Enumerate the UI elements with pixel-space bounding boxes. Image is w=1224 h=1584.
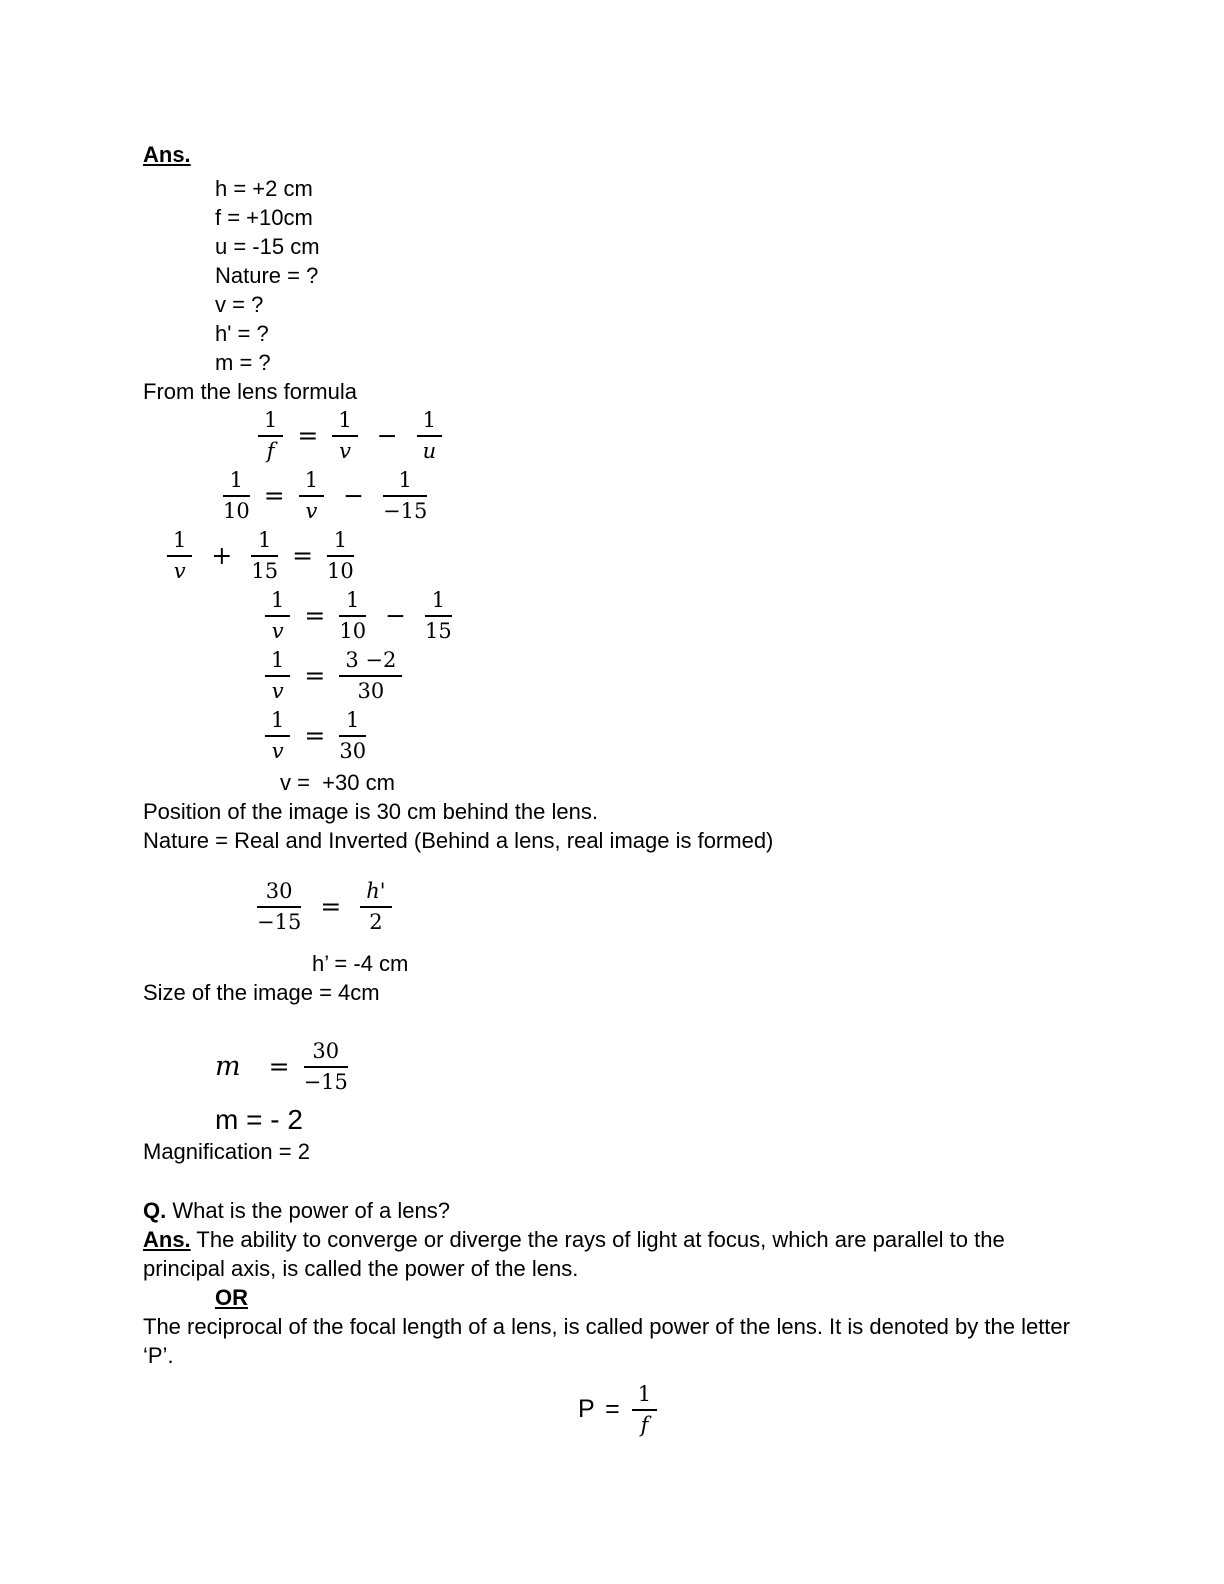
fraction-1-over-30: $\frac{1}{30}$: [339, 707, 367, 763]
fraction-30-over-minus-15: $\frac{30}{-15}$: [257, 878, 302, 934]
fraction-1-over-v: $\frac{1}{v}$: [265, 709, 290, 763]
fraction-1-over-10: $\frac{1}{10}$: [327, 527, 354, 583]
equals-sign: =: [268, 1052, 290, 1082]
fraction-1-over-f: $\frac{1}{f}$: [632, 1383, 657, 1437]
fraction-30-over-minus-15: $\frac{30}{-15}$: [303, 1038, 348, 1094]
fraction-1-over-10: $\frac{1}{10}$: [223, 467, 250, 523]
answer-text-1: The ability to converge or diverge the rays of light at focus, which are parallel to the: [190, 1227, 1005, 1252]
equation-magnification-height: [257, 877, 1074, 937]
fraction-1-over-v: $\frac{1}{v}$: [299, 469, 324, 523]
equals-sign: =: [320, 892, 342, 922]
answer-line-2: principal axis, is called the power of the lens.: [143, 1256, 579, 1281]
given-object-distance: u = -15 cm: [215, 234, 320, 259]
image-nature-line: Nature = Real and Inverted (Behind a lens, real image is formed): [143, 828, 774, 853]
given-object-height: h = +2 cm: [215, 176, 313, 201]
answer-label: Ans.: [143, 1227, 191, 1252]
fraction-1-over-15: $\frac{1}{15}$: [425, 587, 452, 643]
or-label: OR: [215, 1285, 248, 1310]
equation-step-result-fraction: [265, 706, 1074, 766]
lens-formula-intro: From the lens formula: [143, 379, 357, 404]
equation-step-common-denominator: [265, 646, 1074, 706]
question-label: Q.: [143, 1198, 167, 1223]
equation-rearranged: [167, 526, 1074, 586]
given-nature-unknown: Nature = ?: [215, 263, 319, 288]
v-result-line: v = +30 cm: [280, 770, 395, 795]
minus-sign: −: [343, 481, 365, 511]
fraction-1-over-minus-15: $\frac{1}{-15}$: [383, 467, 428, 523]
equation-lens-formula: [258, 406, 1074, 466]
fraction-h-prime-over-2: $\frac{h'}{2}$: [360, 880, 391, 934]
fraction-1-over-f: $\frac{1}{f}$: [258, 409, 283, 463]
image-size-line: Size of the image = 4cm: [143, 980, 380, 1005]
fraction-1-over-v: $\frac{1}{v}$: [332, 409, 357, 463]
fraction-1-over-10: $\frac{1}{10}$: [339, 587, 367, 643]
fraction-3-minus-2-over-30: $\frac{3 -2}{30}$: [339, 649, 402, 703]
m-result-line: m = - 2: [215, 1104, 303, 1135]
fraction-1-over-u: $\frac{1}{u}$: [417, 409, 442, 463]
minus-sign: −: [376, 421, 398, 451]
minus-sign: −: [385, 601, 407, 631]
equals-sign: =: [297, 421, 319, 451]
equation-magnification: [215, 1037, 1074, 1097]
equals-sign: =: [304, 721, 326, 751]
question-line: [143, 1196, 1074, 1225]
given-values-list: [215, 174, 1074, 377]
answer-line-1: [143, 1225, 1074, 1254]
image-position-line: Position of the image is 30 cm behind the lens.: [143, 799, 598, 824]
equals-sign: =: [304, 601, 326, 631]
fraction-1-over-v: $\frac{1}{v}$: [265, 649, 290, 703]
m-variable: m: [215, 1051, 241, 1083]
magnification-line: Magnification = 2: [143, 1139, 310, 1164]
h-prime-result-line: h’ = -4 cm: [312, 951, 409, 976]
given-v-unknown: v = ?: [215, 292, 264, 317]
reciprocal-definition-line-1: The reciprocal of the focal length of a lens, is called power of the lens. It is denoted by the letter: [143, 1314, 1070, 1339]
question-text: What is the power of a lens?: [166, 1198, 450, 1223]
equals-sign: =: [292, 541, 314, 571]
fraction-1-over-15: $\frac{1}{15}$: [251, 527, 279, 583]
equation-power: [578, 1380, 1074, 1440]
given-m-unknown: m = ?: [215, 350, 271, 375]
reciprocal-definition-line-2: ‘P’.: [143, 1343, 174, 1368]
or-separator: [215, 1283, 1074, 1312]
ans-heading: Ans.: [143, 142, 191, 167]
equation-substituted: [223, 466, 1074, 526]
fraction-1-over-v: $\frac{1}{v}$: [167, 529, 192, 583]
fraction-1-over-v: $\frac{1}{v}$: [265, 589, 290, 643]
given-focal-length: f = +10cm: [215, 205, 313, 230]
plus-sign: +: [211, 541, 233, 571]
equation-step-subtract: [265, 586, 1074, 646]
equals-sign: =: [304, 661, 326, 691]
p-equals-label: P =: [578, 1395, 622, 1424]
equals-sign: =: [263, 481, 285, 511]
given-h-prime-unknown: h' = ?: [215, 321, 269, 346]
